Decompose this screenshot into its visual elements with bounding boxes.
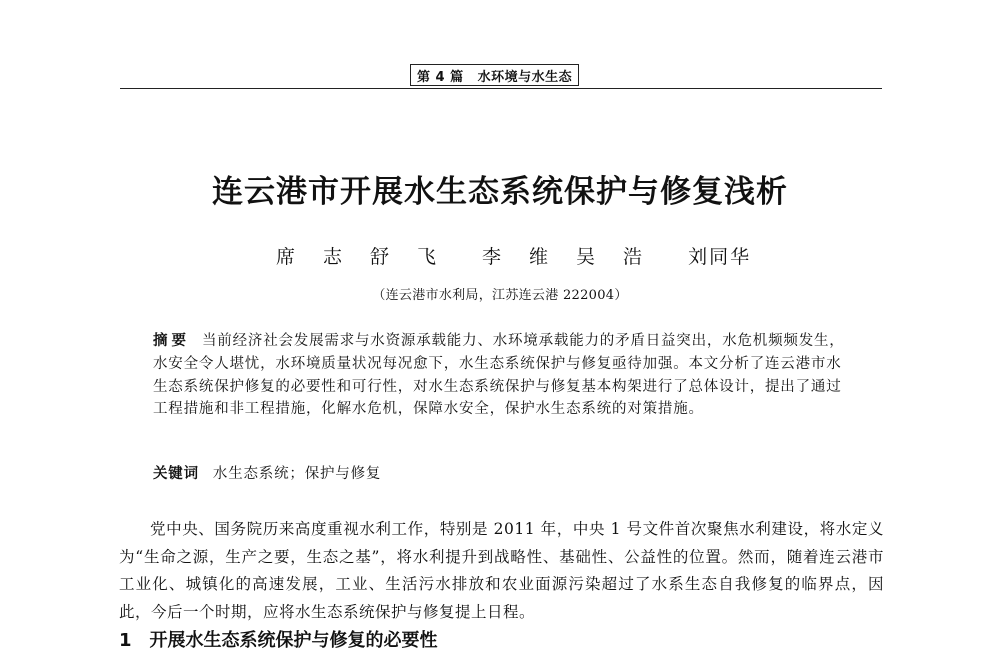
keywords-text: 水生态系统；保护与修复	[212, 466, 382, 482]
header-rule	[120, 88, 882, 89]
running-header-part: 第 4 篇	[417, 70, 464, 85]
abstract-text: 当前经济社会发展需求与水资源承载能力、水环境承载能力的矛盾日益突出，水危机频频发生，水安全令人堪忧，水环境质量状况每况愈下，水生态系统保护与修复亟待加强。本文分析了连云港市水生态系统保护修复的必要性和可行性，对水生态系统保护与修复基本构架进行了总体设计，提出了通过工程措施和非工程措施，化解水危机，保障水安全，保护水生态系统的对策措施。	[153, 333, 845, 418]
author-name: 李维	[482, 246, 577, 268]
running-header-section: 水环境与水生态	[477, 70, 573, 85]
keywords	[153, 462, 853, 483]
author-name: 飞	[417, 246, 465, 268]
section-number: 1	[119, 630, 132, 651]
section-heading	[119, 626, 438, 652]
author-name: 席志舒	[276, 246, 418, 268]
keywords-label: 关键词	[153, 466, 199, 482]
section-title: 开展水生态系统保护与修复的必要性	[149, 630, 438, 651]
abstract-label: 摘要	[153, 333, 190, 349]
running-header	[410, 64, 579, 86]
author-affiliation: （连云港市水利局，江苏连云港 222004）	[372, 288, 628, 303]
body-paragraph: 党中央、国务院历来高度重视水利工作，特别是 2011 年，中央 1 号文件首次聚焦水利建设，将水定义为“生命之源，生产之要，生态之基”，将水利提升到战略性、基础性、公益性的位置。然而，随着连云港市工业化、城镇化的高速发展，工业、生活污水排放和农业面源污染超过了水系生态自我修复的临界点，因此，今后一个时期，应将水生态系统保护与修复提上日程。	[119, 520, 884, 621]
abstract	[153, 330, 853, 421]
paper-title: 连云港市开展水生态系统保护与修复浅析	[212, 174, 788, 210]
author-list	[276, 242, 751, 269]
author-name: 刘同华	[688, 246, 752, 268]
author-name: 吴浩	[576, 246, 671, 268]
